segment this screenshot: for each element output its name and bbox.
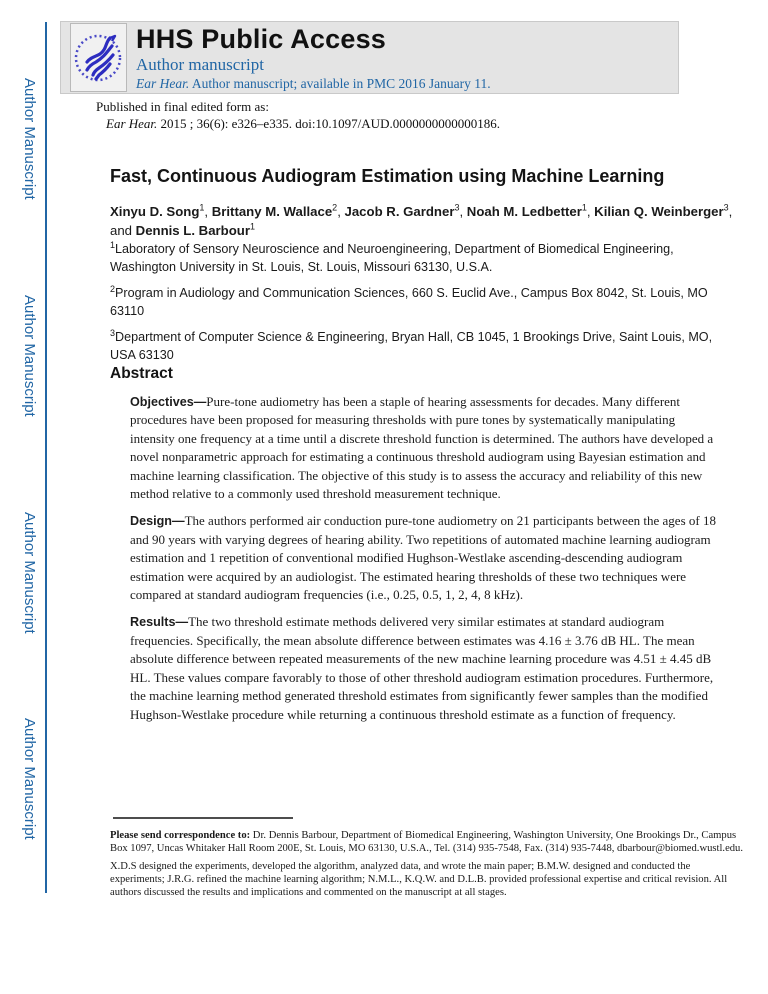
correspondence-note: [110, 829, 746, 855]
author-name: Dennis L. Barbour: [135, 222, 250, 238]
availability-text: Author manuscript; available in PMC 2016 January 11.: [189, 76, 491, 91]
published-block: [96, 99, 696, 131]
journal-name: Ear Hear.: [136, 76, 190, 91]
abstract-section: [130, 512, 718, 604]
availability-link[interactable]: [136, 76, 666, 92]
hhs-eagle-icon: [72, 26, 125, 90]
correspondence-label: Please send correspondence to:: [110, 830, 251, 841]
affiliation-list: [110, 241, 732, 374]
article-title: Fast, Continuous Audiogram Estimation using Machine Learning: [110, 166, 665, 186]
author-separator: ,: [586, 204, 595, 219]
abstract-heading: Abstract: [110, 365, 173, 382]
author-separator: , and: [110, 204, 733, 238]
author-separator: ,: [459, 204, 467, 219]
author: [467, 204, 594, 219]
abstract-body: [130, 393, 718, 733]
correspondence-text: Dr. Dennis Barbour, Department of Biomedical Engineering, Washington University, One Brookings Dr., Campus Box 1097, Uncas Whitaker Hall Room 200E, St. Louis, MO 63130, U.S.A., Tel. (314) 935-7548, Fax. (314) 935-7448, dbarbour@biomed.wustl.edu.: [110, 830, 744, 854]
sidebar-watermark-author-manuscript: Author Manuscript: [21, 512, 38, 634]
hhs-banner: [60, 21, 679, 94]
affiliation-text: Program in Audiology and Communication Sciences, 660 S. Euclid Ave., Campus Box 8042, St. Louis, MO 63110: [110, 286, 708, 318]
citation-journal: Ear Hear.: [106, 116, 158, 131]
author-affiliation-marker: 2: [332, 202, 338, 213]
banner-title: HHS Public Access: [136, 24, 386, 54]
author-affiliation-marker: 1: [581, 202, 587, 213]
sidebar-divider-line: [45, 22, 47, 893]
abstract-section-label: Design—: [130, 514, 185, 529]
author: [212, 204, 345, 219]
author: [136, 223, 255, 238]
abstract-section-text: The two threshold estimate methods delivered very similar estimates at standard audiogram frequencies. Specifically, the mean absolute difference between estimates was 4.16 ± 3.76 dB HL. The mean absolute difference between repeated measurements of the new machine learning procedure was 4.51 ± 4.45 dB HL. These values compare favorably to those of other threshold audiogram estimation procedures. Furthermore, the machine learning method generated threshold estimates from significantly fewer samples than the modified Hughson-Westlake procedure while returning a continuous threshold estimate as a function of frequency.: [130, 614, 714, 722]
affiliation-text: Laboratory of Sensory Neuroscience and Neuroengineering, Department of Biomedical Engineering, Washington University in St. Louis, St. Louis, Missouri 63130, U.S.A.: [110, 242, 674, 274]
abstract-section: [130, 393, 718, 503]
sidebar-watermark-author-manuscript: Author Manuscript: [21, 295, 38, 417]
sidebar-watermark-author-manuscript: Author Manuscript: [21, 78, 38, 200]
author-separator: ,: [337, 204, 345, 219]
author-affiliation-marker: 3: [723, 202, 729, 213]
author-affiliation-marker: 1: [199, 202, 205, 213]
author-name: Xinyu D. Song: [110, 204, 200, 219]
abstract-section: [130, 613, 718, 723]
sidebar-watermark-author-manuscript: Author Manuscript: [21, 718, 38, 840]
affiliation: [110, 285, 732, 320]
author: [110, 204, 212, 219]
footnotes-block: [110, 829, 746, 904]
author-name: Jacob R. Gardner: [344, 204, 455, 219]
hhs-logo: [70, 23, 127, 92]
citation-rest: 2015 ; 36(6): e326–e335. doi:10.1097/AUD.0000000000000186.: [157, 116, 500, 131]
author-affiliation-marker: 3: [454, 202, 460, 213]
affiliation: [110, 241, 732, 276]
abstract-section-text: The authors performed air conduction pure-tone audiometry on 21 participants between the ages of 18 and 90 years with varying degrees of hearing ability. Two repetitions of automated machine learning audiogram estimation and 1 repetition of conventional modified Hughson-Westlake ascending-descending audiogram estimation were acquired by an audiologist. The estimated hearing thresholds of these two techniques were compared at standard audiogram frequencies (i.e., 0.25, 0.5, 1, 2, 4, 8 kHz).: [130, 513, 716, 603]
author-name: Brittany M. Wallace: [211, 204, 333, 219]
author-list: [110, 203, 735, 240]
author-affiliation-marker: 1: [249, 221, 255, 232]
author-name: Noah M. Ledbetter: [466, 204, 582, 219]
affiliation-marker: 1: [110, 239, 116, 250]
contributions-note: X.D.S designed the experiments, developed the algorithm, analyzed data, and wrote the main paper; B.M.W. designed and conducted the experiments; J.R.G. refined the machine learning algorithm; N.M.L., K.Q.W. and D.L.B. provided professional expertise and critical revision. All authors discussed the results and implications and commented on the manuscript at all stages.: [110, 861, 728, 898]
published-label: Published in final edited form as:: [96, 99, 269, 114]
abstract-section-label: Objectives—: [130, 395, 207, 409]
abstract-section-label: Results—: [130, 615, 189, 630]
affiliation-text: Department of Computer Science & Engineering, Bryan Hall, CB 1045, 1 Brookings Drive, Saint Louis, MO, USA 63130: [110, 330, 713, 362]
abstract-section-text: Pure-tone audiometry has been a staple of hearing assessments for decades. Many different procedures have been proposed for measuring thresholds with pure tones by systematically manipulating intensity one frequency at a time until a discrete threshold function is determined. The authors have developed a novel nonparametric approach for estimating a continuous threshold audiogram using Bayesian estimation and machine learning classification. The objective of this study is to assess the accuracy and reliability of this new method relative to a commonly used threshold measurement technique.: [130, 394, 714, 502]
footnote-separator: [113, 817, 293, 819]
affiliation-marker: 3: [110, 328, 116, 339]
affiliation: [110, 329, 732, 364]
author-name: Kilian Q. Weinberger: [594, 204, 724, 219]
banner-subtitle: Author manuscript: [136, 55, 264, 74]
author: [345, 204, 467, 219]
author-separator: ,: [204, 204, 212, 219]
citation-line: [96, 116, 696, 131]
affiliation-marker: 2: [110, 284, 116, 294]
